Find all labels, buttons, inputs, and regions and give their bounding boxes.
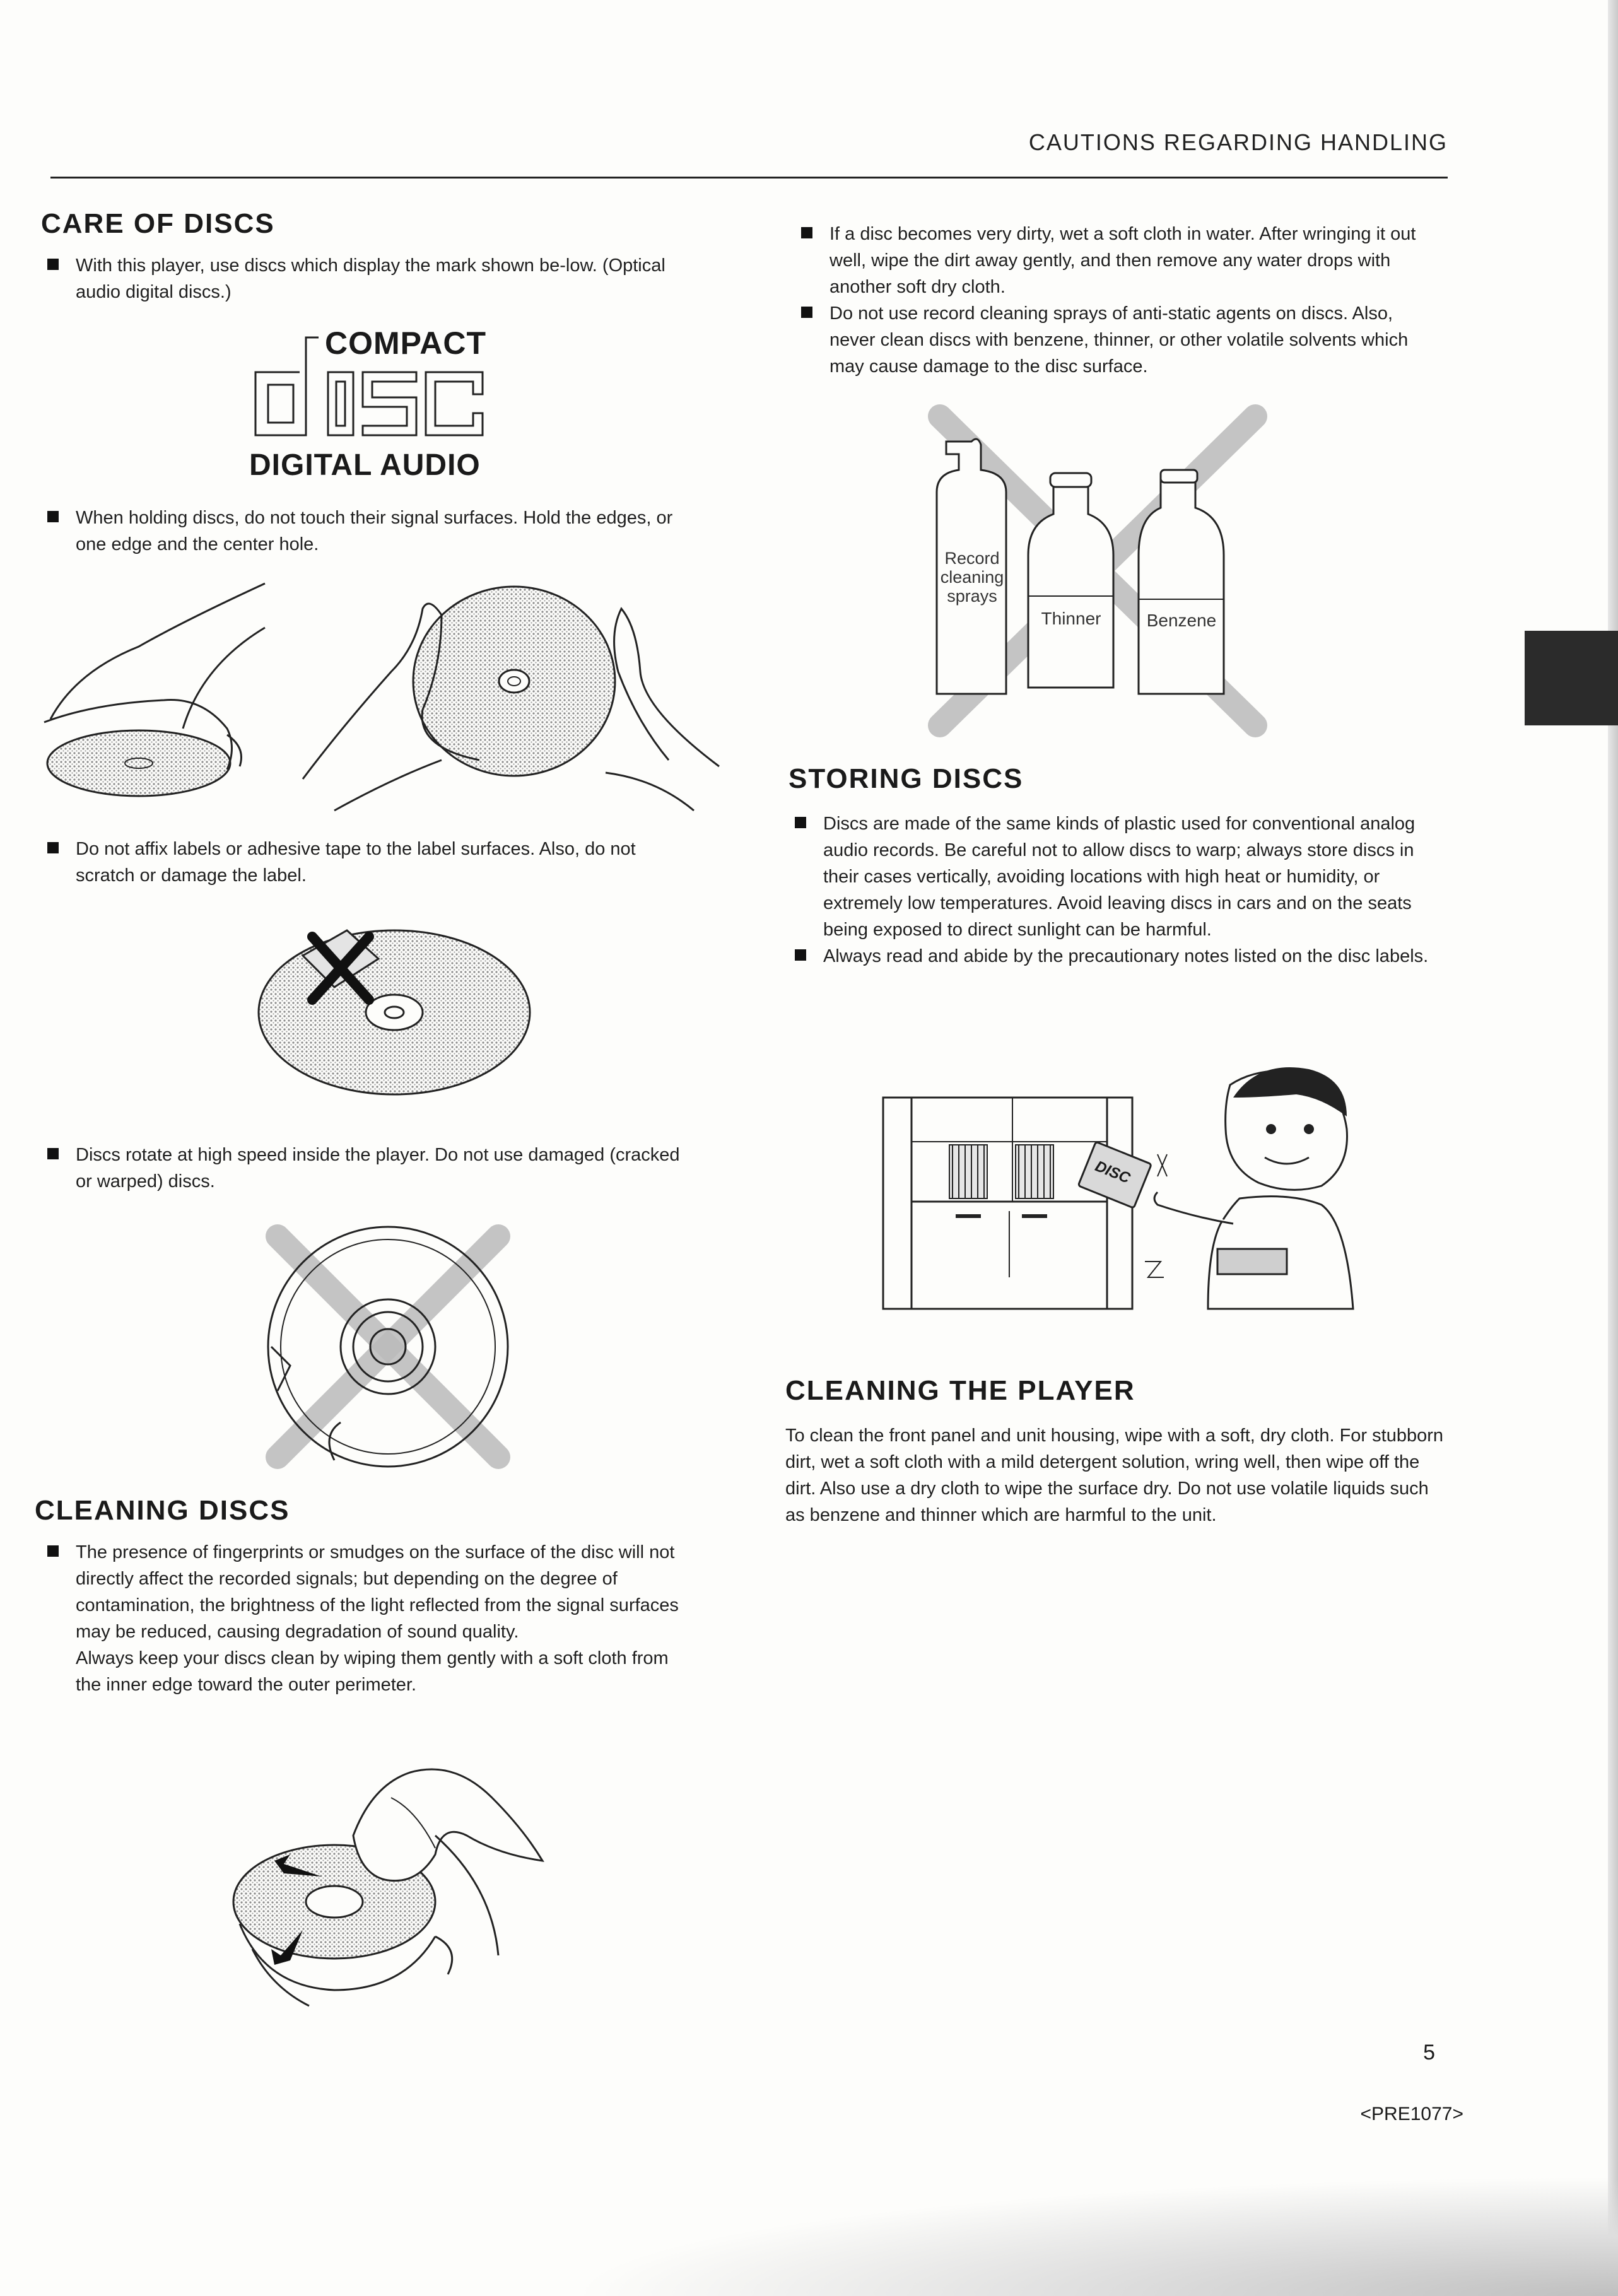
page-edge-shadow	[1608, 0, 1618, 2296]
storing-bullet-plastic: Discs are made of the same kinds of plastic used for conventional analog audio records. Be careful not to allow discs to warp; always store discs in their cases vertically, avoiding locations with high heat or humidity, or extremely low temperatures. Avoid leaving discs in cars and on the seats being exposed to direct sunlight can be harmful.	[795, 811, 1448, 943]
disc-label-illustration	[252, 918, 542, 1101]
storing-bullet-labels: Always read and abide by the precautionary notes listed on the disc labels.	[795, 943, 1448, 969]
cleaning-keep-clean-text: Always keep your discs clean by wiping them gently with a soft cloth from the inner edge toward the outer perimeter.	[76, 1648, 669, 1695]
spray-bottle-label: Record cleaning sprays	[940, 549, 1004, 606]
cleaning-discs-paragraph	[47, 1539, 694, 1698]
benzene-bottle-label: Benzene	[1146, 611, 1217, 630]
cleaning-products-illustration	[921, 410, 1274, 738]
care-paragraph-4	[47, 1142, 694, 1195]
page-number: 5	[1423, 2041, 1435, 2065]
cleaning-player-body: To clean the front panel and unit housing, wipe with a soft, dry cloth. For stubborn dirt, wet a soft cloth with a mild detergent solution, wring well, then wipe off the dirt. Also use a dry cloth to wipe the surface dry. Do not use volatile liquids such as benzene and thinner which are harmful to the unit.	[785, 1426, 1443, 1525]
care-paragraph-2	[47, 505, 694, 558]
scan-shadow	[568, 2176, 1618, 2296]
logo-compact-text: COMPACT	[325, 325, 487, 361]
right-bullet-sprays: Do not use record cleaning sprays of anti-static agents on discs. Also, never clean discs with benzene, thinner, or other volatile solvents which may cause damage to the disc surface.	[801, 300, 1441, 380]
header-rule	[50, 177, 1448, 179]
wiping-disc-illustration	[227, 1760, 555, 2012]
cleaning-discs-heading: CLEANING DISCS	[35, 1495, 290, 1526]
section-tab	[1525, 631, 1618, 725]
page-header-title: CAUTIONS REGARDING HANDLING	[1028, 129, 1448, 155]
care-paragraph-1	[47, 252, 694, 305]
care-paragraph-3	[47, 836, 694, 889]
storing-discs-paragraph	[795, 811, 1448, 969]
cleaning-player-heading: CLEANING THE PLAYER	[785, 1375, 1135, 1406]
care-bullet-damaged: Discs rotate at high speed inside the player. Do not use damaged (cracked or warped) discs.	[47, 1142, 694, 1195]
compact-disc-logo	[249, 325, 514, 489]
care-bullet-labels: Do not affix labels or adhesive tape to the label surfaces. Also, do not scratch or damage the label.	[47, 836, 694, 889]
cleaning-bullet-fingerprints: The presence of fingerprints or smudges on the surface of the disc will not directly affect the recorded signals; but depending on the degree of contamination, the brightness of the light reflected from the signal surfaces may be reduced, causing degradation of sound quality.	[47, 1539, 694, 1645]
care-bullet-holding: When holding discs, do not touch their signal surfaces. Hold the edges, or one edge and the center hole.	[47, 505, 694, 558]
logo-disc-letters	[249, 328, 514, 442]
holding-discs-illustration	[38, 571, 719, 829]
disc-case-label: DISC	[1093, 1157, 1133, 1187]
right-bullet-dirty: If a disc becomes very dirty, wet a soft cloth in water. After wringing it out well, wipe the dirt away gently, and then remove any water drops with another soft dry cloth.	[801, 221, 1441, 300]
storing-discs-heading: STORING DISCS	[788, 763, 1024, 794]
cracked-disc-illustration	[252, 1221, 517, 1473]
care-bullet-mark: With this player, use discs which display the mark shown be-low. (Optical audio digital discs.)	[47, 252, 694, 305]
storing-discs-illustration	[880, 1060, 1372, 1325]
care-of-discs-heading: CARE OF DISCS	[41, 208, 275, 239]
thinner-bottle-label: Thinner	[1041, 609, 1101, 628]
document-code: <PRE1077>	[1360, 2104, 1463, 2124]
logo-digital-audio-text: DIGITAL AUDIO	[249, 448, 481, 482]
right-paragraph-1	[801, 221, 1441, 380]
